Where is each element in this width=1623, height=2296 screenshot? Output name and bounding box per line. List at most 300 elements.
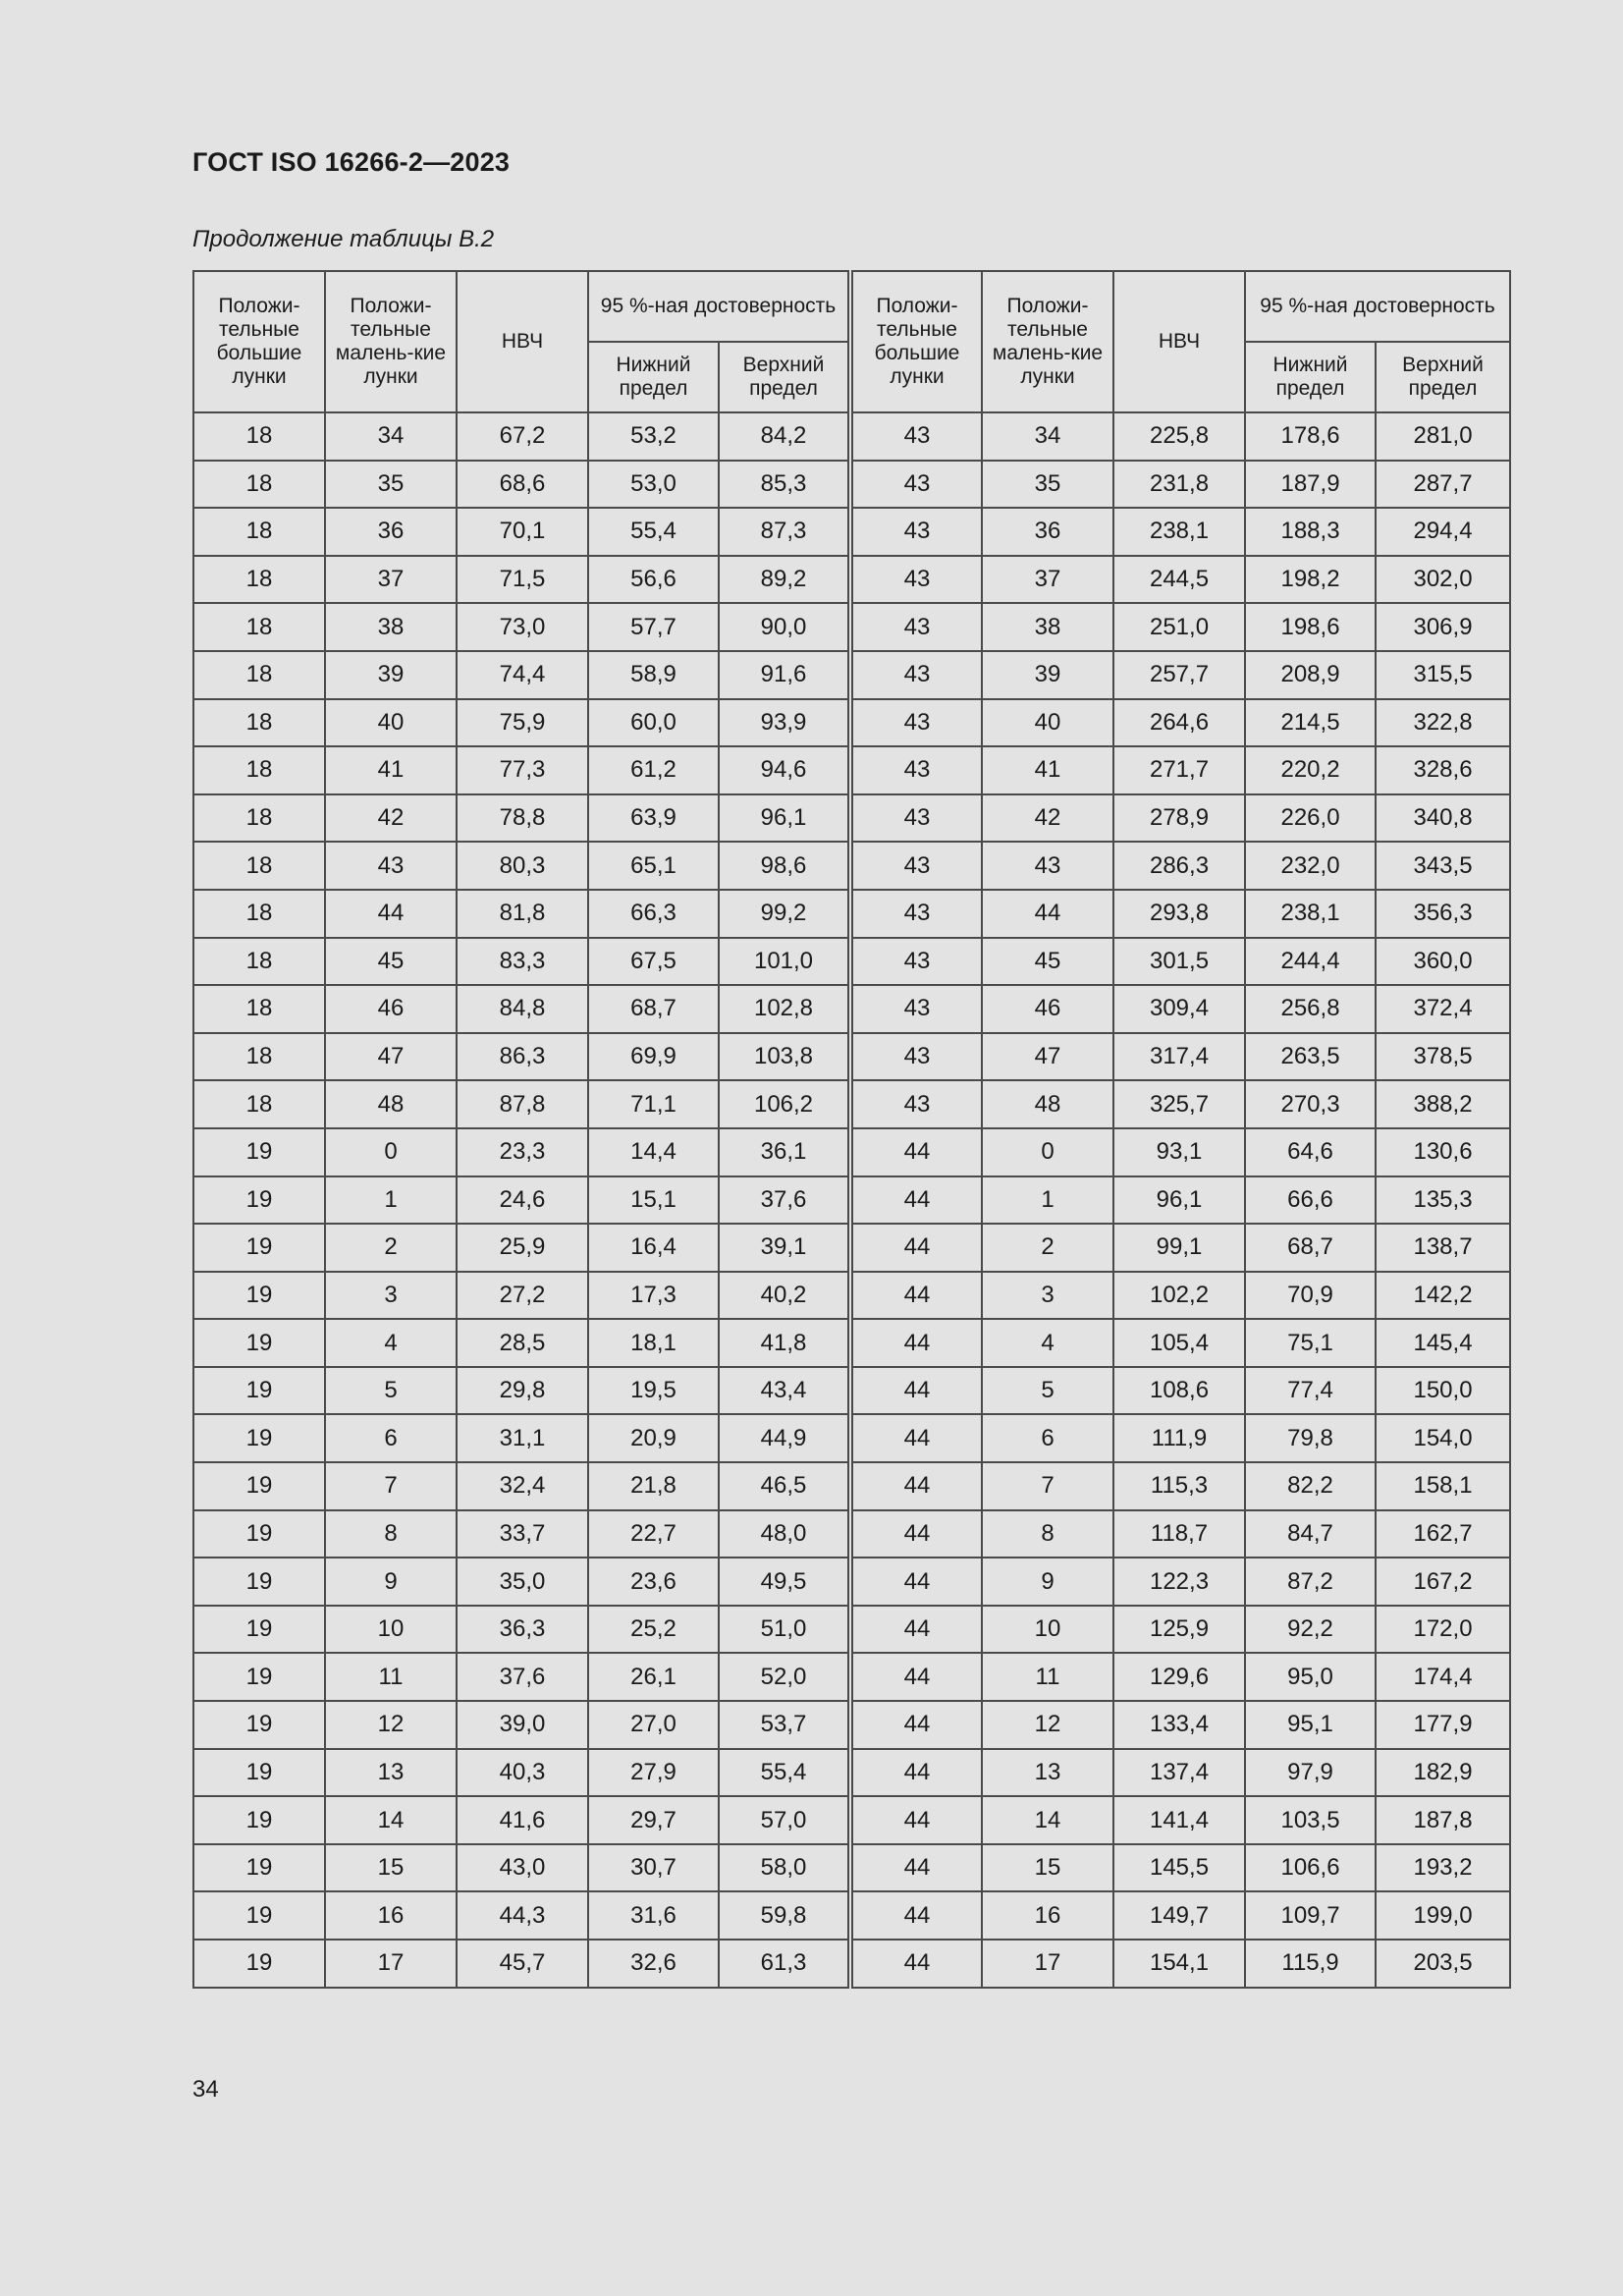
table-cell: 99,1 xyxy=(1113,1224,1245,1272)
table-cell: 82,2 xyxy=(1245,1462,1376,1510)
table-cell: 13 xyxy=(982,1749,1113,1797)
table-cell: 238,1 xyxy=(1245,890,1376,938)
table-cell: 6 xyxy=(982,1414,1113,1462)
table-cell: 43 xyxy=(850,985,982,1033)
table-cell: 35 xyxy=(325,461,457,509)
table-cell: 58,9 xyxy=(588,651,719,699)
table-cell: 31,1 xyxy=(457,1414,588,1462)
table-cell: 20,9 xyxy=(588,1414,719,1462)
table-cell: 89,2 xyxy=(719,556,850,604)
table-cell: 75,9 xyxy=(457,699,588,747)
col-header-small-wells-2: Положи-тельные малень-кие лунки xyxy=(982,271,1113,412)
table-cell: 25,9 xyxy=(457,1224,588,1272)
table-cell: 79,8 xyxy=(1245,1414,1376,1462)
table-cell: 86,3 xyxy=(457,1033,588,1081)
table-cell: 43 xyxy=(850,1080,982,1128)
table-cell: 8 xyxy=(982,1510,1113,1558)
table-cell: 40,3 xyxy=(457,1749,588,1797)
table-cell: 44 xyxy=(850,1940,982,1988)
table-cell: 106,6 xyxy=(1245,1844,1376,1892)
table-cell: 19 xyxy=(193,1701,325,1749)
table-cell: 51,0 xyxy=(719,1606,850,1654)
table-cell: 2 xyxy=(325,1224,457,1272)
table-cell: 44 xyxy=(850,1701,982,1749)
col-header-large-wells: Положи-тельные большие лунки xyxy=(193,271,325,412)
table-row xyxy=(193,556,1510,604)
table-cell: 220,2 xyxy=(1245,746,1376,794)
table-cell: 18 xyxy=(193,890,325,938)
col-header-upper-2: Верхний предел xyxy=(1376,342,1510,412)
table-row xyxy=(193,1080,1510,1128)
table-cell: 11 xyxy=(325,1653,457,1701)
table-row xyxy=(193,1128,1510,1176)
table-cell: 19 xyxy=(193,1462,325,1510)
table-cell: 18 xyxy=(193,699,325,747)
table-cell: 177,9 xyxy=(1376,1701,1510,1749)
table-cell: 264,6 xyxy=(1113,699,1245,747)
table-cell: 135,3 xyxy=(1376,1176,1510,1225)
table-cell: 43 xyxy=(850,842,982,890)
table-cell: 37,6 xyxy=(457,1653,588,1701)
table-row xyxy=(193,890,1510,938)
table-row xyxy=(193,1558,1510,1606)
table-cell: 26,1 xyxy=(588,1653,719,1701)
table-cell: 21,8 xyxy=(588,1462,719,1510)
table-cell: 281,0 xyxy=(1376,412,1510,461)
table-cell: 44 xyxy=(850,1367,982,1415)
table-cell: 87,8 xyxy=(457,1080,588,1128)
table-cell: 115,9 xyxy=(1245,1940,1376,1988)
table-row xyxy=(193,842,1510,890)
table-cell: 286,3 xyxy=(1113,842,1245,890)
table-cell: 41 xyxy=(325,746,457,794)
table-cell: 84,8 xyxy=(457,985,588,1033)
table-row xyxy=(193,1844,1510,1892)
header-row-1 xyxy=(193,271,1510,342)
document-title: ГОСТ ISO 16266-2—2023 xyxy=(192,147,511,177)
table-cell: 43 xyxy=(850,461,982,509)
table-cell: 47 xyxy=(982,1033,1113,1081)
table-cell: 257,7 xyxy=(1113,651,1245,699)
table-cell: 91,6 xyxy=(719,651,850,699)
table-cell: 45,7 xyxy=(457,1940,588,1988)
table-cell: 18 xyxy=(193,412,325,461)
table-cell: 18 xyxy=(193,508,325,556)
table-cell: 251,0 xyxy=(1113,603,1245,651)
table-cell: 18,1 xyxy=(588,1319,719,1367)
table-cell: 68,7 xyxy=(1245,1224,1376,1272)
table-cell: 34 xyxy=(982,412,1113,461)
table-cell: 3 xyxy=(325,1272,457,1320)
table-cell: 29,8 xyxy=(457,1367,588,1415)
table-cell: 84,2 xyxy=(719,412,850,461)
table-cell: 40 xyxy=(982,699,1113,747)
table-cell: 372,4 xyxy=(1376,985,1510,1033)
table-cell: 214,5 xyxy=(1245,699,1376,747)
table-cell: 356,3 xyxy=(1376,890,1510,938)
table-cell: 226,0 xyxy=(1245,794,1376,843)
table-cell: 15 xyxy=(982,1844,1113,1892)
table-cell: 322,8 xyxy=(1376,699,1510,747)
table-cell: 44 xyxy=(850,1558,982,1606)
table-cell: 203,5 xyxy=(1376,1940,1510,1988)
table-cell: 43,4 xyxy=(719,1367,850,1415)
table-cell: 22,7 xyxy=(588,1510,719,1558)
table-cell: 15,1 xyxy=(588,1176,719,1225)
table-row xyxy=(193,1749,1510,1797)
table-cell: 48 xyxy=(982,1080,1113,1128)
table-row xyxy=(193,1319,1510,1367)
table-cell: 137,4 xyxy=(1113,1749,1245,1797)
table-cell: 44,9 xyxy=(719,1414,850,1462)
table-cell: 29,7 xyxy=(588,1796,719,1844)
table-cell: 43 xyxy=(850,794,982,843)
table-cell: 7 xyxy=(982,1462,1113,1510)
table-cell: 43,0 xyxy=(457,1844,588,1892)
table-cell: 52,0 xyxy=(719,1653,850,1701)
table-cell: 188,3 xyxy=(1245,508,1376,556)
table-cell: 57,7 xyxy=(588,603,719,651)
table-cell: 43 xyxy=(850,603,982,651)
table-cell: 42 xyxy=(325,794,457,843)
table-cell: 71,5 xyxy=(457,556,588,604)
table-cell: 145,4 xyxy=(1376,1319,1510,1367)
table-cell: 4 xyxy=(325,1319,457,1367)
table-cell: 17 xyxy=(325,1940,457,1988)
table-cell: 208,9 xyxy=(1245,651,1376,699)
table-body xyxy=(193,412,1510,1988)
table-cell: 129,6 xyxy=(1113,1653,1245,1701)
table-cell: 187,9 xyxy=(1245,461,1376,509)
table-row xyxy=(193,1606,1510,1654)
table-cell: 18 xyxy=(193,938,325,986)
table-cell: 95,1 xyxy=(1245,1701,1376,1749)
table-cell: 18 xyxy=(193,461,325,509)
table-cell: 48,0 xyxy=(719,1510,850,1558)
table-cell: 70,1 xyxy=(457,508,588,556)
table-cell: 105,4 xyxy=(1113,1319,1245,1367)
table-row xyxy=(193,1462,1510,1510)
table-cell: 5 xyxy=(325,1367,457,1415)
table-cell: 80,3 xyxy=(457,842,588,890)
table-cell: 64,6 xyxy=(1245,1128,1376,1176)
table-cell: 118,7 xyxy=(1113,1510,1245,1558)
table-cell: 141,4 xyxy=(1113,1796,1245,1844)
table-cell: 41,8 xyxy=(719,1319,850,1367)
table-cell: 302,0 xyxy=(1376,556,1510,604)
table-cell: 96,1 xyxy=(719,794,850,843)
table-cell: 53,7 xyxy=(719,1701,850,1749)
table-cell: 57,0 xyxy=(719,1796,850,1844)
table-cell: 178,6 xyxy=(1245,412,1376,461)
table-cell: 145,5 xyxy=(1113,1844,1245,1892)
table-cell: 108,6 xyxy=(1113,1367,1245,1415)
table-cell: 343,5 xyxy=(1376,842,1510,890)
table-row xyxy=(193,938,1510,986)
table-cell: 44 xyxy=(982,890,1113,938)
table-cell: 102,8 xyxy=(719,985,850,1033)
table-cell: 47 xyxy=(325,1033,457,1081)
table-cell: 6 xyxy=(325,1414,457,1462)
table-cell: 19 xyxy=(193,1367,325,1415)
table-cell: 39 xyxy=(325,651,457,699)
table-cell: 18 xyxy=(193,794,325,843)
table-cell: 122,3 xyxy=(1113,1558,1245,1606)
table-cell: 48 xyxy=(325,1080,457,1128)
page-number: 34 xyxy=(192,2076,219,2103)
table-cell: 8 xyxy=(325,1510,457,1558)
table-cell: 294,4 xyxy=(1376,508,1510,556)
table-cell: 18 xyxy=(193,556,325,604)
table-cell: 340,8 xyxy=(1376,794,1510,843)
table-cell: 24,6 xyxy=(457,1176,588,1225)
table-cell: 38 xyxy=(982,603,1113,651)
table-cell: 4 xyxy=(982,1319,1113,1367)
table-cell: 44 xyxy=(850,1272,982,1320)
table-cell: 19 xyxy=(193,1319,325,1367)
table-cell: 67,5 xyxy=(588,938,719,986)
table-cell: 67,2 xyxy=(457,412,588,461)
table-cell: 10 xyxy=(325,1606,457,1654)
table-cell: 92,2 xyxy=(1245,1606,1376,1654)
table-cell: 28,5 xyxy=(457,1319,588,1367)
table-cell: 44 xyxy=(850,1749,982,1797)
table-cell: 35 xyxy=(982,461,1113,509)
table-cell: 198,6 xyxy=(1245,603,1376,651)
table-cell: 60,0 xyxy=(588,699,719,747)
table-cell: 225,8 xyxy=(1113,412,1245,461)
table-cell: 328,6 xyxy=(1376,746,1510,794)
col-header-small-wells: Положи-тельные малень-кие лунки xyxy=(325,271,457,412)
table-cell: 19 xyxy=(193,1224,325,1272)
table-cell: 46 xyxy=(325,985,457,1033)
table-cell: 360,0 xyxy=(1376,938,1510,986)
table-cell: 309,4 xyxy=(1113,985,1245,1033)
table-cell: 7 xyxy=(325,1462,457,1510)
table-cell: 14,4 xyxy=(588,1128,719,1176)
table-caption: Продолжение таблицы В.2 xyxy=(192,226,495,252)
table-cell: 301,5 xyxy=(1113,938,1245,986)
table-cell: 16 xyxy=(982,1891,1113,1940)
table-cell: 36 xyxy=(982,508,1113,556)
table-cell: 0 xyxy=(325,1128,457,1176)
table-cell: 130,6 xyxy=(1376,1128,1510,1176)
table-cell: 256,8 xyxy=(1245,985,1376,1033)
table-cell: 43 xyxy=(850,412,982,461)
col-header-mpn: НВЧ xyxy=(457,271,588,412)
table-cell: 167,2 xyxy=(1376,1558,1510,1606)
table-row xyxy=(193,1653,1510,1701)
table-cell: 9 xyxy=(982,1558,1113,1606)
table-cell: 53,2 xyxy=(588,412,719,461)
table-cell: 150,0 xyxy=(1376,1367,1510,1415)
table-row xyxy=(193,699,1510,747)
table-cell: 182,9 xyxy=(1376,1749,1510,1797)
table-cell: 162,7 xyxy=(1376,1510,1510,1558)
table-cell: 44 xyxy=(850,1891,982,1940)
table-cell: 58,0 xyxy=(719,1844,850,1892)
table-cell: 37 xyxy=(325,556,457,604)
table-cell: 102,2 xyxy=(1113,1272,1245,1320)
table-cell: 69,9 xyxy=(588,1033,719,1081)
table-cell: 74,4 xyxy=(457,651,588,699)
table-cell: 36,1 xyxy=(719,1128,850,1176)
table-cell: 154,1 xyxy=(1113,1940,1245,1988)
table-cell: 38 xyxy=(325,603,457,651)
table-cell: 109,7 xyxy=(1245,1891,1376,1940)
table-cell: 44 xyxy=(850,1653,982,1701)
mpn-table xyxy=(192,270,1511,1989)
table-row xyxy=(193,1891,1510,1940)
table-cell: 1 xyxy=(982,1176,1113,1225)
table-cell: 18 xyxy=(193,603,325,651)
table-cell: 95,0 xyxy=(1245,1653,1376,1701)
table-cell: 93,9 xyxy=(719,699,850,747)
table-cell: 10 xyxy=(982,1606,1113,1654)
table-cell: 35,0 xyxy=(457,1558,588,1606)
col-header-lower-2: Нижний предел xyxy=(1245,342,1376,412)
table-cell: 34 xyxy=(325,412,457,461)
table-cell: 133,4 xyxy=(1113,1701,1245,1749)
table-cell: 96,1 xyxy=(1113,1176,1245,1225)
table-cell: 44 xyxy=(850,1462,982,1510)
table-row xyxy=(193,1940,1510,1988)
table-cell: 172,0 xyxy=(1376,1606,1510,1654)
table-row xyxy=(193,1796,1510,1844)
table-cell: 270,3 xyxy=(1245,1080,1376,1128)
table-cell: 27,0 xyxy=(588,1701,719,1749)
table-cell: 73,0 xyxy=(457,603,588,651)
table-cell: 43 xyxy=(850,938,982,986)
table-cell: 106,2 xyxy=(719,1080,850,1128)
table-cell: 43 xyxy=(325,842,457,890)
table-cell: 278,9 xyxy=(1113,794,1245,843)
table-cell: 125,9 xyxy=(1113,1606,1245,1654)
table-cell: 19 xyxy=(193,1176,325,1225)
table-cell: 33,7 xyxy=(457,1510,588,1558)
table-cell: 271,7 xyxy=(1113,746,1245,794)
col-header-mpn-2: НВЧ xyxy=(1113,271,1245,412)
table-cell: 19 xyxy=(193,1128,325,1176)
table-cell: 378,5 xyxy=(1376,1033,1510,1081)
table-cell: 158,1 xyxy=(1376,1462,1510,1510)
table-cell: 12 xyxy=(325,1701,457,1749)
table-cell: 9 xyxy=(325,1558,457,1606)
table-cell: 315,5 xyxy=(1376,651,1510,699)
table-cell: 87,2 xyxy=(1245,1558,1376,1606)
table-cell: 39 xyxy=(982,651,1113,699)
table-cell: 306,9 xyxy=(1376,603,1510,651)
table-cell: 75,1 xyxy=(1245,1319,1376,1367)
table-cell: 83,3 xyxy=(457,938,588,986)
table-cell: 77,3 xyxy=(457,746,588,794)
table-cell: 2 xyxy=(982,1224,1113,1272)
table-cell: 55,4 xyxy=(588,508,719,556)
table-cell: 43 xyxy=(850,1033,982,1081)
table-cell: 36,3 xyxy=(457,1606,588,1654)
table-cell: 103,8 xyxy=(719,1033,850,1081)
table-cell: 244,4 xyxy=(1245,938,1376,986)
table-cell: 32,4 xyxy=(457,1462,588,1510)
col-header-large-wells-2: Положи-тельные большие лунки xyxy=(850,271,982,412)
table-cell: 317,4 xyxy=(1113,1033,1245,1081)
table-cell: 0 xyxy=(982,1128,1113,1176)
table-row xyxy=(193,1367,1510,1415)
table-cell: 43 xyxy=(850,556,982,604)
table-cell: 53,0 xyxy=(588,461,719,509)
table-row xyxy=(193,1033,1510,1081)
table-cell: 19 xyxy=(193,1940,325,1988)
table-row xyxy=(193,1414,1510,1462)
col-header-confidence: 95 %-ная достоверность xyxy=(588,271,850,342)
table-row xyxy=(193,1510,1510,1558)
table-cell: 17,3 xyxy=(588,1272,719,1320)
table-cell: 27,9 xyxy=(588,1749,719,1797)
table-cell: 59,8 xyxy=(719,1891,850,1940)
table-cell: 325,7 xyxy=(1113,1080,1245,1128)
table-cell: 231,8 xyxy=(1113,461,1245,509)
table-cell: 56,6 xyxy=(588,556,719,604)
table-cell: 40,2 xyxy=(719,1272,850,1320)
table-cell: 115,3 xyxy=(1113,1462,1245,1510)
table-cell: 85,3 xyxy=(719,461,850,509)
table-cell: 55,4 xyxy=(719,1749,850,1797)
table-cell: 27,2 xyxy=(457,1272,588,1320)
table-cell: 41 xyxy=(982,746,1113,794)
table-cell: 37 xyxy=(982,556,1113,604)
table-cell: 18 xyxy=(193,1080,325,1128)
table-row xyxy=(193,1701,1510,1749)
table-cell: 40 xyxy=(325,699,457,747)
table-cell: 19 xyxy=(193,1272,325,1320)
table-cell: 36 xyxy=(325,508,457,556)
table-cell: 32,6 xyxy=(588,1940,719,1988)
table-cell: 49,5 xyxy=(719,1558,850,1606)
table-cell: 77,4 xyxy=(1245,1367,1376,1415)
table-cell: 15 xyxy=(325,1844,457,1892)
table-cell: 63,9 xyxy=(588,794,719,843)
table-cell: 388,2 xyxy=(1376,1080,1510,1128)
table-cell: 99,2 xyxy=(719,890,850,938)
table-cell: 19 xyxy=(193,1606,325,1654)
table-row xyxy=(193,746,1510,794)
col-header-confidence-2: 95 %-ная достоверность xyxy=(1245,271,1510,342)
table-cell: 44 xyxy=(850,1224,982,1272)
table-cell: 14 xyxy=(325,1796,457,1844)
table-cell: 154,0 xyxy=(1376,1414,1510,1462)
table-cell: 44 xyxy=(850,1176,982,1225)
table-cell: 198,2 xyxy=(1245,556,1376,604)
table-row xyxy=(193,461,1510,509)
table-cell: 39,0 xyxy=(457,1701,588,1749)
table-cell: 68,7 xyxy=(588,985,719,1033)
table-cell: 81,8 xyxy=(457,890,588,938)
table-row xyxy=(193,651,1510,699)
table-row xyxy=(193,794,1510,843)
table-cell: 18 xyxy=(193,651,325,699)
table-cell: 174,4 xyxy=(1376,1653,1510,1701)
table-cell: 287,7 xyxy=(1376,461,1510,509)
col-header-upper: Верхний предел xyxy=(719,342,850,412)
table-cell: 94,6 xyxy=(719,746,850,794)
table-cell: 142,2 xyxy=(1376,1272,1510,1320)
table-cell: 43 xyxy=(982,842,1113,890)
table-cell: 13 xyxy=(325,1749,457,1797)
table-cell: 12 xyxy=(982,1701,1113,1749)
table-cell: 65,1 xyxy=(588,842,719,890)
table-cell: 19 xyxy=(193,1749,325,1797)
table-cell: 45 xyxy=(982,938,1113,986)
